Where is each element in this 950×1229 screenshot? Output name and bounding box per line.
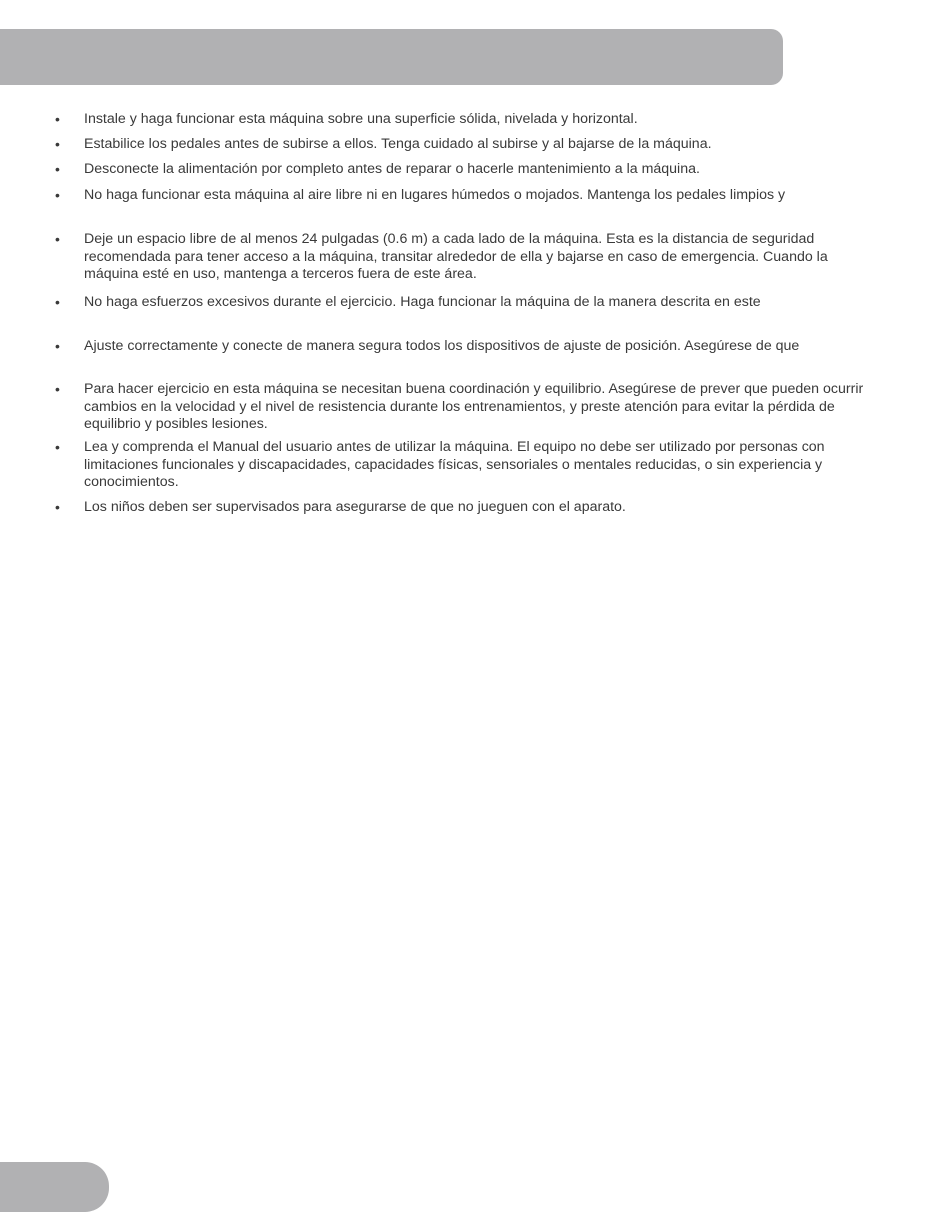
bullet-icon: • [55, 161, 60, 177]
bullet-icon: • [55, 381, 60, 397]
header-bar [0, 29, 783, 85]
list-item-text: Los niños deben ser supervisados para asegurarse de que no jueguen con el aparato. [84, 499, 626, 515]
list-item-text: Estabilice los pedales antes de subirse a ellos. Tenga cuidado al subirse y al bajarse de la máquina. [84, 136, 712, 152]
list-item-text: Deje un espacio libre de al menos 24 pulgadas (0.6 m) a cada lado de la máquina. Esta es la distancia de seguridad recomendada para tener acceso a la máquina, transitar alrededor de ella y bajarse en caso de emergencia. Cuando la máquina esté en uso, mantenga a terceros fuera de este área. [84, 231, 828, 282]
list-item-text: No haga esfuerzos excesivos durante el ejercicio. Haga funcionar la máquina de la manera descrita en este [84, 294, 761, 310]
footer-tab [0, 1162, 109, 1212]
list-item-text: No haga funcionar esta máquina al aire libre ni en lugares húmedos o mojados. Mantenga los pedales limpios y [84, 187, 786, 203]
bullet-icon: • [55, 499, 60, 515]
bullet-icon: • [55, 231, 60, 247]
list-item-text: Desconecte la alimentación por completo antes de reparar o hacerle mantenimiento a la máquina. [84, 161, 700, 177]
bullet-icon: • [55, 338, 60, 354]
list-item-text: Instale y haga funcionar esta máquina sobre una superficie sólida, nivelada y horizontal. [84, 111, 638, 127]
bullet-icon: • [55, 439, 60, 455]
list-item-text: Lea y comprenda el Manual del usuario antes de utilizar la máquina. El equipo no debe ser utilizado por personas con limitaciones funcionales y discapacidades, capacidades físicas, sensoriales o mentales reducidas, o sin experiencia y conocimientos. [84, 439, 825, 490]
bullet-icon: • [55, 294, 60, 310]
list-item-text: Ajuste correctamente y conecte de manera segura todos los dispositivos de ajuste de posición. Asegúrese de que [84, 338, 800, 354]
bullet-icon: • [55, 111, 60, 127]
list-item-text: Para hacer ejercicio en esta máquina se necesitan buena coordinación y equilibrio. Asegúrese de prever que pueden ocurrir cambios en la velocidad y el nivel de resistencia durante los entrenamientos, y preste atención para evitar la pérdida de equilibrio y posibles lesiones. [84, 381, 864, 432]
bullet-icon: • [55, 187, 60, 203]
bullet-icon: • [55, 136, 60, 152]
